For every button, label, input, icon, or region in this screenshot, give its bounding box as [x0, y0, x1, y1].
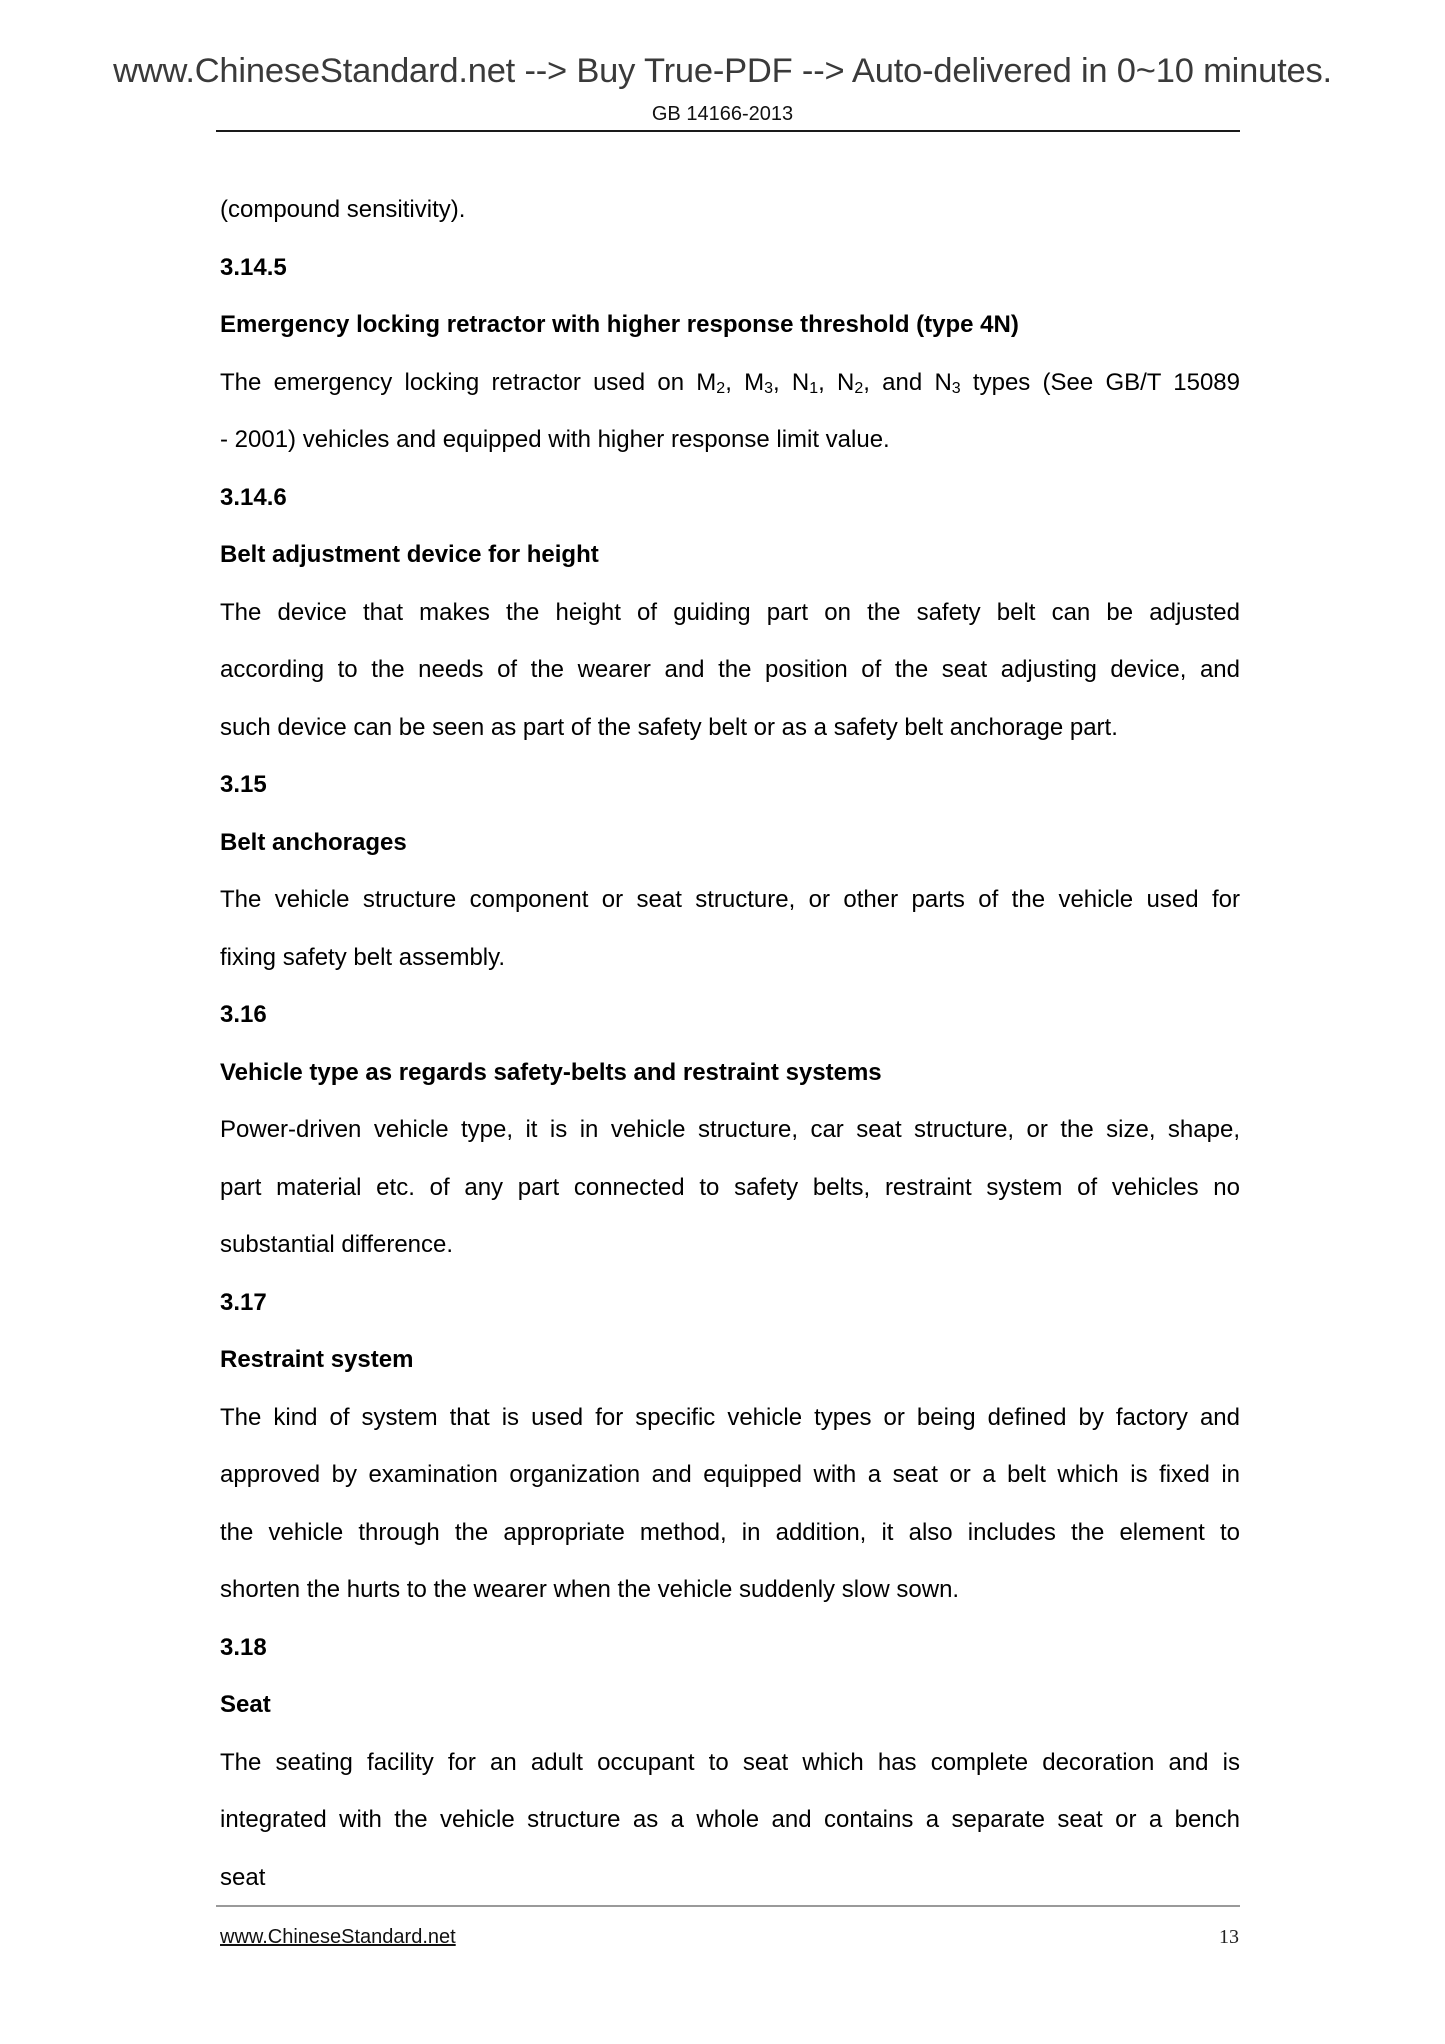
section-title: Belt adjustment device for height	[220, 541, 599, 568]
section-text-line: The vehicle structure component or seat structure, or other parts of the vehicle used for	[220, 886, 1240, 913]
section-number: 3.15	[220, 771, 267, 798]
subscript: 2	[854, 379, 864, 397]
document-id: GB 14166-2013	[651, 103, 794, 125]
header-divider	[216, 130, 1240, 132]
subscript: 3	[951, 379, 961, 397]
page-number: 13	[1219, 1926, 1239, 1948]
section-text-line: substantial difference.	[220, 1231, 454, 1258]
section-text-line: Power-driven vehicle type, it is in vehicle structure, car seat structure, or the size, shape,	[220, 1116, 1240, 1143]
section-title: Emergency locking retractor with higher response threshold (type 4N)	[220, 311, 1019, 338]
section-text-line: seat	[220, 1863, 266, 1891]
text-fragment: types (See GB/T 15089	[960, 368, 1241, 396]
section-number: 3.18	[220, 1633, 267, 1661]
subscript: 3	[764, 379, 773, 397]
section-title: Vehicle type as regards safety-belts and restraint systems	[220, 1058, 882, 1086]
section-text-line: such device can be seen as part of the safety belt or as a safety belt anchorage part.	[220, 713, 1118, 741]
promo-banner: www.ChineseStandard.net --> Buy True-PDF --> Auto-delivered in 0~10 minutes.	[113, 52, 1332, 90]
text-fragment: , N	[773, 368, 810, 396]
text-fragment: , and N	[863, 368, 952, 396]
text-fragment: , N	[818, 368, 855, 396]
section-text-line: fixing safety belt assembly.	[220, 943, 506, 971]
text-fragment: The emergency locking retractor used on M	[220, 368, 717, 396]
section-text-line: part material etc. of any part connected to safety belts, restraint system of vehicles no	[220, 1173, 1240, 1201]
footer-divider	[216, 1905, 1240, 1907]
section-text-line: integrated with the vehicle structure as a whole and contains a separate seat or a bench	[220, 1806, 1240, 1833]
section-number: 3.16	[220, 1001, 267, 1028]
section-text-line: The seating facility for an adult occupant to seat which has complete decoration and is	[220, 1748, 1240, 1776]
continuation-text: (compound sensitivity).	[220, 196, 466, 223]
section-text-line: shorten the hurts to the wearer when the vehicle suddenly slow sown.	[220, 1576, 960, 1603]
page-body	[220, 181, 1240, 1906]
section-text-line	[220, 354, 1240, 412]
section-text-line: the vehicle through the appropriate method, in addition, it also includes the element to	[220, 1518, 1240, 1546]
footer-website-link[interactable]: www.ChineseStandard.net	[220, 1926, 456, 1948]
section-text-line: approved by examination organization and equipped with a seat or a belt which is fixed in	[220, 1461, 1240, 1488]
section-text-line: - 2001) vehicles and equipped with higher response limit value.	[220, 426, 890, 453]
section-number: 3.17	[220, 1288, 267, 1316]
section-text-line: The kind of system that is used for specific vehicle types or being defined by factory and	[220, 1403, 1240, 1431]
section-title: Seat	[220, 1691, 271, 1718]
section-title: Belt anchorages	[220, 828, 407, 856]
section-text-line: The device that makes the height of guiding part on the safety belt can be adjusted	[220, 598, 1240, 626]
section-text-line: according to the needs of the wearer and the position of the seat adjusting device, and	[220, 656, 1240, 683]
section-number: 3.14.6	[220, 483, 287, 511]
section-number: 3.14.5	[220, 253, 287, 281]
subscript: 2	[716, 379, 726, 397]
subscript: 1	[809, 379, 819, 397]
text-fragment: , M	[725, 368, 765, 396]
section-title: Restraint system	[220, 1346, 414, 1373]
